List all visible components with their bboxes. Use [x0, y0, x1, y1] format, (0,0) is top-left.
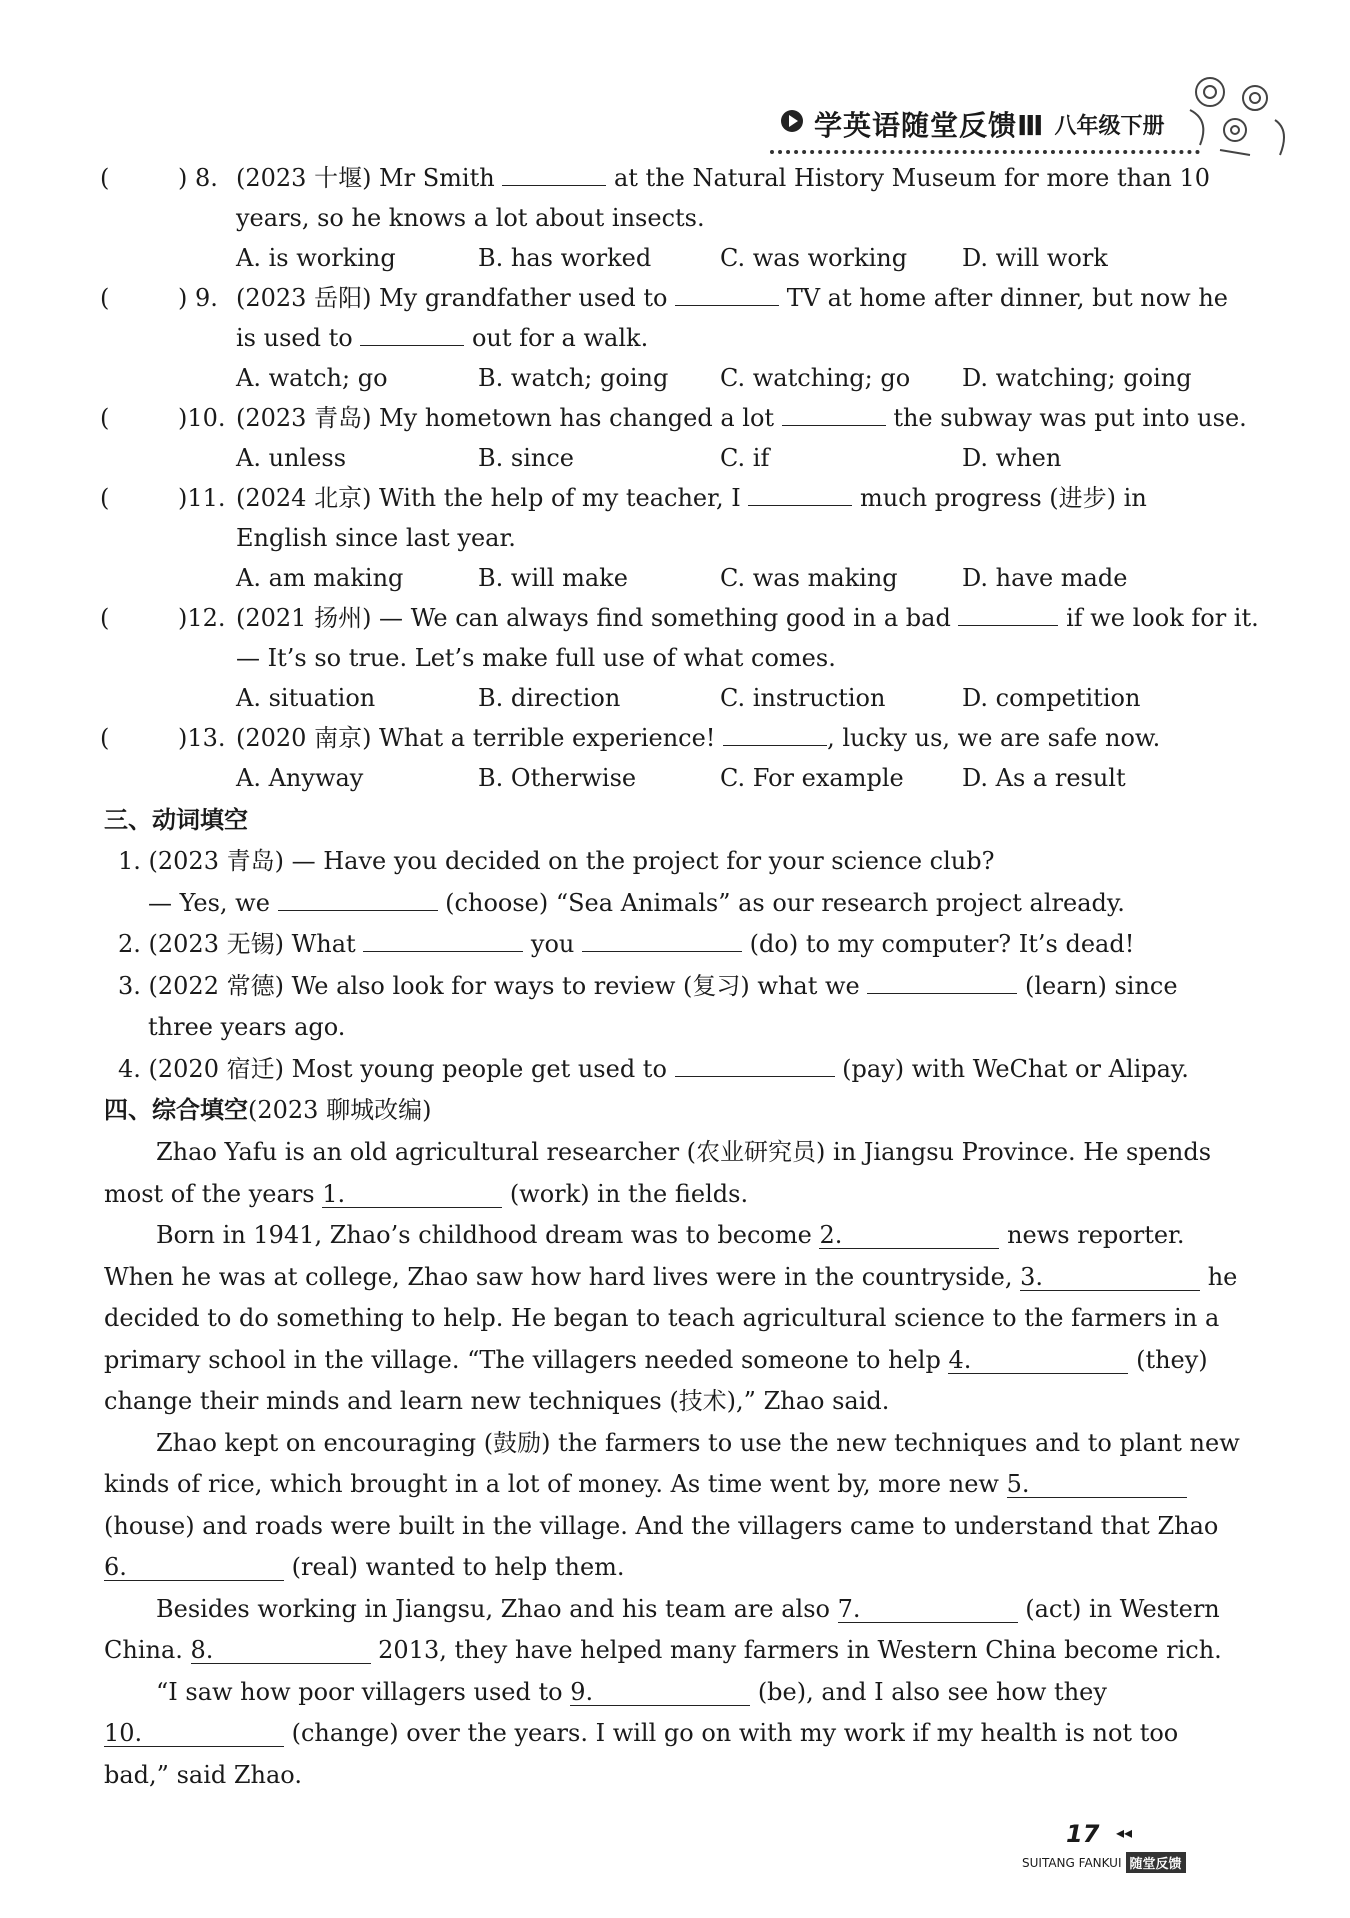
flower-decoration-icon — [1180, 70, 1300, 166]
passage-text: (house) and roads were built in the village. And the villagers came to understand that Zhao — [104, 1511, 1219, 1540]
passage-text: change their minds and learn new techniques (技术),” Zhao said. — [104, 1387, 890, 1415]
verb-item-3-cont — [118, 1007, 1218, 1049]
question-text: TV at home after dinner, but now he — [779, 284, 1228, 312]
section-4-source: (2023 聊城改编) — [248, 1096, 432, 1124]
passage-text: (act) in Western — [1017, 1594, 1220, 1623]
question-text: English since last year. — [236, 524, 516, 552]
passage-text: (work) in the fields. — [502, 1179, 749, 1208]
blank-7[interactable]: 7. — [838, 1596, 1018, 1623]
arrow-left-icon: ◂◂ — [1116, 1823, 1133, 1842]
passage-line — [104, 1132, 1212, 1174]
verb-item-4 — [118, 1049, 1218, 1091]
passage-line — [104, 1464, 1204, 1506]
header-title: 学英语随堂反馈Ⅲ — [814, 109, 1045, 142]
option-a: A. situation — [236, 684, 376, 712]
item-text: 4. (2020 宿迁) Most young people get used to — [118, 1054, 675, 1083]
item-text: three years ago. — [148, 1013, 346, 1041]
blank-2[interactable]: 2. — [819, 1222, 999, 1249]
item-text: 3. (2022 常德) We also look for ways to review (复习) what we — [118, 971, 868, 1000]
option-a: A. Anyway — [236, 764, 364, 792]
option-c: C. was making — [720, 564, 898, 592]
passage-text: bad,” said Zhao. — [104, 1760, 302, 1789]
option-d: D. will work — [962, 244, 1108, 272]
question-text: years, so he knows a lot about insects. — [236, 204, 705, 232]
item-text: 2. (2023 无锡) What — [118, 930, 364, 958]
passage-text: (real) wanted to help them. — [284, 1553, 625, 1581]
item-text: (choose) “Sea Animals” as our research project already. — [437, 888, 1125, 917]
answer-blank[interactable] — [723, 719, 827, 746]
question-text: the subway was put into use. — [885, 404, 1247, 432]
passage-line — [104, 1755, 1204, 1797]
item-text: (pay) with WeChat or Alipay. — [834, 1054, 1189, 1083]
passage-text: (change) over the years. I will go on with my work if my health is not too — [284, 1719, 1179, 1747]
question-number: )11. — [178, 484, 226, 512]
question-8 — [100, 158, 1230, 278]
option-c: C. was working — [720, 244, 908, 272]
question-number: ) 8. — [178, 164, 218, 192]
option-d: D. when — [962, 444, 1062, 472]
item-text: — Yes, we — [148, 888, 278, 917]
blank-3[interactable]: 3. — [1020, 1264, 1200, 1291]
footer-brand — [1022, 1852, 1186, 1873]
option-b: B. will make — [478, 564, 628, 592]
question-text: — It’s so true. Let’s make full use of what comes. — [236, 644, 836, 672]
item-text: you — [523, 930, 583, 958]
question-text: (2024 北京) With the help of my teacher, I — [236, 484, 749, 512]
answer-blank[interactable] — [748, 479, 852, 506]
question-text: out for a walk. — [464, 324, 649, 352]
option-b: B. has worked — [478, 244, 652, 272]
option-c: C. instruction — [720, 684, 886, 712]
question-number: )12. — [178, 604, 226, 632]
question-text: at the Natural History Museum for more than 10 — [606, 164, 1211, 192]
option-d: D. have made — [962, 564, 1128, 592]
option-b: B. since — [478, 444, 574, 472]
passage-text: news reporter. — [999, 1221, 1185, 1249]
passage-text: Zhao kept on encouraging (鼓励) the farmers to use the new techniques and to plant new — [156, 1428, 1240, 1457]
question-text: if we look for it. — [1058, 604, 1259, 632]
option-c: C. watching; go — [720, 364, 911, 392]
options-row — [236, 558, 1204, 598]
passage-line — [104, 1547, 1204, 1589]
section-4-title: 四、综合填空 — [104, 1096, 248, 1124]
option-d: D. As a result — [962, 764, 1126, 792]
answer-paren: ( — [100, 284, 110, 312]
passage-text: (be), and I also see how they — [750, 1677, 1107, 1706]
option-b: B. Otherwise — [478, 764, 637, 792]
answer-paren: ( — [100, 404, 110, 432]
blank-10[interactable]: 10. — [104, 1720, 284, 1747]
question-13 — [100, 718, 1230, 798]
brand-cn: 随堂反馈 — [1126, 1852, 1186, 1873]
passage-line — [104, 1713, 1204, 1755]
header-subtitle: 八年级下册 — [1054, 113, 1165, 139]
passage-text: kinds of rice, which brought in a lot of money. As time went by, more new — [104, 1470, 1007, 1498]
answer-blank[interactable] — [582, 925, 742, 952]
passage-text: When he was at college, Zhao saw how hard lives were in the countryside, — [104, 1262, 1021, 1291]
passage-text: Zhao Yafu is an old agricultural researcher (农业研究员) in Jiangsu Province. He spends — [156, 1138, 1212, 1166]
options-row — [236, 358, 1204, 398]
question-number: )13. — [178, 724, 226, 752]
answer-blank[interactable] — [675, 1050, 835, 1077]
passage-text: most of the years — [104, 1179, 323, 1208]
question-number: )10. — [178, 404, 226, 432]
passage-text: decided to do something to help. He began to teach agricultural science to the farmers in a — [104, 1304, 1220, 1332]
question-text: (2023 青岛) My hometown has changed a lot — [236, 404, 782, 432]
passage-text: China. — [104, 1636, 191, 1664]
blank-6[interactable]: 6. — [104, 1554, 284, 1581]
passage-text: 2013, they have helped many farmers in Western China become rich. — [370, 1636, 1222, 1664]
option-a: A. watch; go — [236, 364, 388, 392]
options-row — [236, 238, 1204, 278]
cloze-passage — [104, 1132, 1240, 1796]
options-row — [236, 438, 1204, 478]
blank-8[interactable]: 8. — [191, 1637, 371, 1664]
section-3-title: 三、动词填空 — [104, 806, 248, 834]
passage-text: Besides working in Jiangsu, Zhao and his team are also — [156, 1594, 838, 1623]
question-text: , lucky us, we are safe now. — [827, 724, 1161, 752]
passage-text: primary school in the village. “The villagers needed someone to help — [104, 1345, 949, 1374]
answer-blank[interactable] — [782, 399, 886, 426]
verb-item-3 — [118, 966, 1218, 1008]
passage-text: (they) — [1128, 1345, 1208, 1374]
passage-text: Born in 1941, Zhao’s childhood dream was to become — [156, 1221, 820, 1249]
option-b: B. watch; going — [478, 364, 669, 392]
section-4-heading — [104, 1090, 431, 1130]
item-text: (learn) since — [1017, 971, 1178, 1000]
blank-9[interactable]: 9. — [570, 1679, 750, 1706]
question-11 — [100, 478, 1230, 598]
passage-line — [104, 1672, 1204, 1714]
header-divider — [770, 150, 1200, 154]
passage-line — [104, 1423, 1240, 1465]
item-text: 1. (2023 青岛) — Have you decided on the project for your science club? — [118, 847, 995, 875]
answer-blank[interactable] — [502, 159, 606, 186]
option-d: D. watching; going — [962, 364, 1192, 392]
blank-4[interactable]: 4. — [948, 1347, 1128, 1374]
option-b: B. direction — [478, 684, 621, 712]
section-3-items — [118, 841, 1218, 1090]
option-a: A. am making — [236, 564, 404, 592]
item-text: (do) to my computer? It’s dead! — [742, 930, 1135, 958]
passage-line — [104, 1257, 1238, 1299]
question-text: (2023 十堰) Mr Smith — [236, 164, 503, 192]
passage-line — [104, 1381, 1204, 1423]
answer-paren: ( — [100, 164, 110, 192]
option-d: D. competition — [962, 684, 1141, 712]
option-c: C. For example — [720, 764, 904, 792]
option-a: A. is working — [236, 244, 396, 272]
option-a: A. unless — [236, 444, 347, 472]
question-text: (2023 岳阳) My grandfather used to — [236, 284, 676, 312]
passage-line — [104, 1630, 1222, 1672]
passage-line — [104, 1174, 1204, 1216]
passage-line — [104, 1589, 1220, 1631]
options-row — [236, 678, 1204, 718]
passage-line — [104, 1506, 1219, 1548]
blank-1[interactable]: 1. — [322, 1181, 502, 1208]
question-text: much progress (进步) in — [852, 484, 1147, 512]
question-10 — [100, 398, 1247, 478]
answer-blank[interactable] — [278, 884, 438, 911]
question-number: ) 9. — [178, 284, 218, 312]
passage-line — [104, 1298, 1220, 1340]
verb-item-1-answer — [118, 883, 1218, 925]
answer-paren: ( — [100, 604, 110, 632]
answer-blank[interactable] — [675, 279, 779, 306]
option-c: C. if — [720, 444, 770, 472]
page-number: 17 — [1066, 1820, 1100, 1848]
passage-text: “I saw how poor villagers used to — [156, 1677, 571, 1706]
verb-item-2 — [118, 924, 1218, 966]
question-text: is used to — [236, 324, 361, 352]
answer-blank[interactable] — [363, 925, 523, 952]
answer-blank[interactable] — [867, 967, 1017, 994]
passage-line — [104, 1340, 1208, 1382]
passage-line — [104, 1215, 1204, 1257]
options-row — [236, 758, 1204, 798]
question-text: (2021 扬州) — We can always find something good in a bad — [236, 604, 959, 632]
blank-5[interactable]: 5. — [1007, 1471, 1187, 1498]
answer-blank[interactable] — [360, 319, 464, 346]
answer-paren: ( — [100, 484, 110, 512]
answer-blank[interactable] — [958, 599, 1058, 626]
question-12 — [100, 598, 1259, 718]
page-header — [780, 104, 1165, 144]
question-9 — [100, 278, 1230, 398]
question-text: (2020 南京) What a terrible experience! — [236, 724, 724, 752]
verb-item-1 — [118, 841, 1218, 883]
passage-text: he — [1200, 1262, 1238, 1291]
play-icon — [780, 109, 804, 139]
answer-paren: ( — [100, 724, 110, 752]
brand-pinyin: SUITANG FANKUI — [1022, 1855, 1122, 1870]
